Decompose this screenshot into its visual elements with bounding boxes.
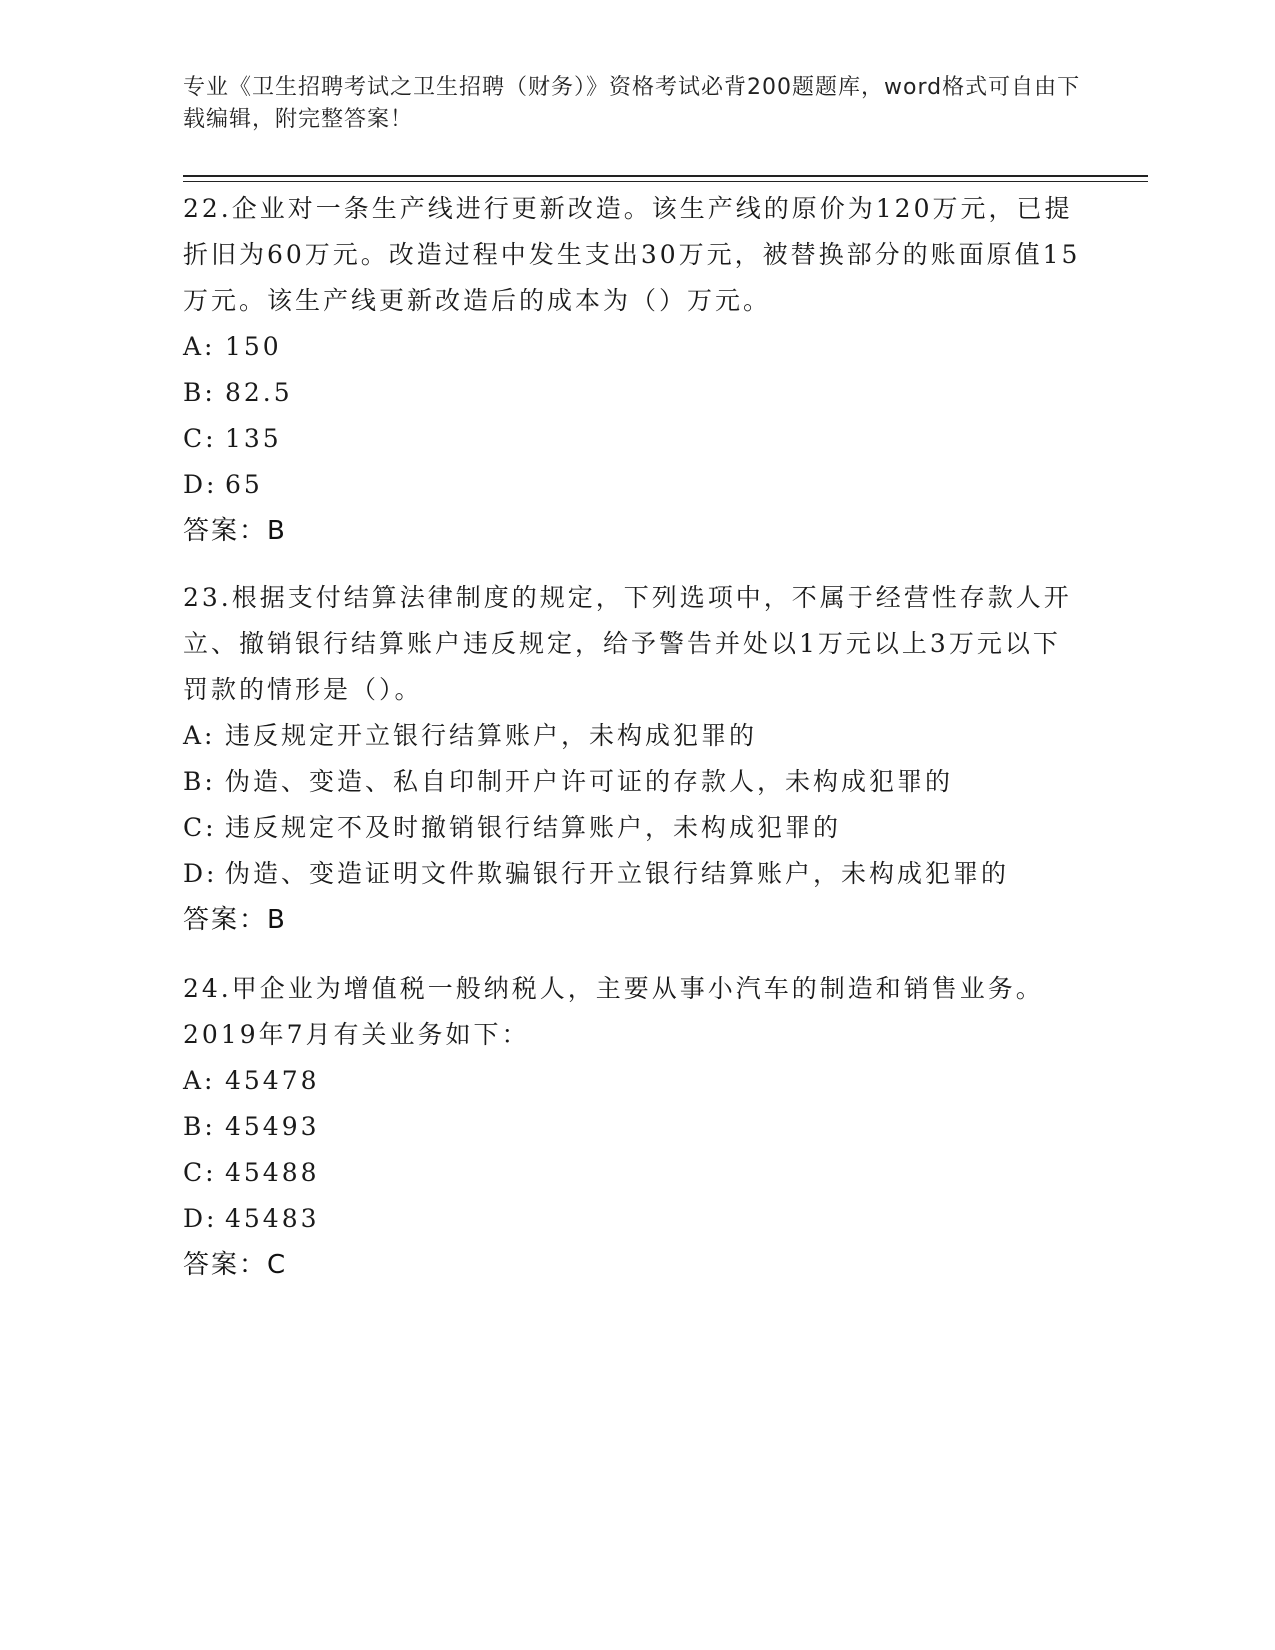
option-label: A: [183, 332, 216, 361]
option-label: C: [183, 1158, 217, 1187]
option-b [183, 370, 1083, 416]
option-text: 45478 [225, 1066, 320, 1095]
option-a [183, 713, 1083, 759]
answer-line: 答案：B [183, 905, 287, 935]
answer-line: 答案：B [183, 516, 287, 546]
option-a [183, 324, 1083, 370]
option-label: A: [183, 721, 216, 750]
option-label: C: [183, 424, 217, 453]
option-d [183, 851, 1083, 897]
document-header: 专业《卫生招聘考试之卫生招聘（财务）》资格考试必背200题题库，word格式可自由下载编辑，附完整答案！ [183, 75, 1081, 132]
option-label: C: [183, 813, 217, 842]
option-d [183, 1196, 1083, 1242]
option-text: 150 [225, 332, 282, 361]
option-label: D: [183, 859, 218, 888]
option-label: A: [183, 1066, 216, 1095]
question-stem: 22.企业对一条生产线进行更新改造。该生产线的原价为120万元，已提折旧为60万元。改造过程中发生支出30万元，被替换部分的账面原值15万元。该生产线更新改造后的成本为（）万元。 [183, 194, 1081, 315]
option-text: 45483 [225, 1204, 320, 1233]
option-text: 82.5 [225, 378, 293, 407]
option-c [183, 1150, 1083, 1196]
option-d [183, 462, 1083, 508]
question-22 [183, 186, 1083, 554]
option-text: 135 [225, 424, 282, 453]
option-text: 45488 [225, 1158, 320, 1187]
option-text: 65 [225, 470, 263, 499]
option-label: B: [183, 767, 216, 796]
option-b [183, 1104, 1083, 1150]
option-text: 45493 [225, 1112, 320, 1141]
question-24 [183, 966, 1083, 1288]
option-b [183, 759, 1083, 805]
option-c [183, 805, 1083, 851]
answer-line: 答案：C [183, 1250, 288, 1280]
option-label: D: [183, 1204, 218, 1233]
option-text: 违反规定开立银行结算账户，未构成犯罪的 [225, 721, 758, 750]
question-stem: 24.甲企业为增值税一般纳税人，主要从事小汽车的制造和销售业务。2019年7月有关业务如下： [183, 974, 1044, 1049]
question-stem: 23.根据支付结算法律制度的规定，下列选项中，不属于经营性存款人开立、撤销银行结算账户违反规定，给予警告并处以1万元以上3万元以下罚款的情形是（）。 [183, 583, 1072, 704]
option-a [183, 1058, 1083, 1104]
option-text: 伪造、变造证明文件欺骗银行开立银行结算账户，未构成犯罪的 [225, 859, 1010, 888]
option-label: D: [183, 470, 218, 499]
header-divider-thin [183, 181, 1148, 182]
header-divider-thick [183, 175, 1148, 177]
option-text: 伪造、变造、私自印制开户许可证的存款人，未构成犯罪的 [225, 767, 954, 796]
option-label: B: [183, 378, 216, 407]
option-c [183, 416, 1083, 462]
option-text: 违反规定不及时撤销银行结算账户，未构成犯罪的 [225, 813, 842, 842]
question-23 [183, 575, 1083, 943]
option-label: B: [183, 1112, 216, 1141]
